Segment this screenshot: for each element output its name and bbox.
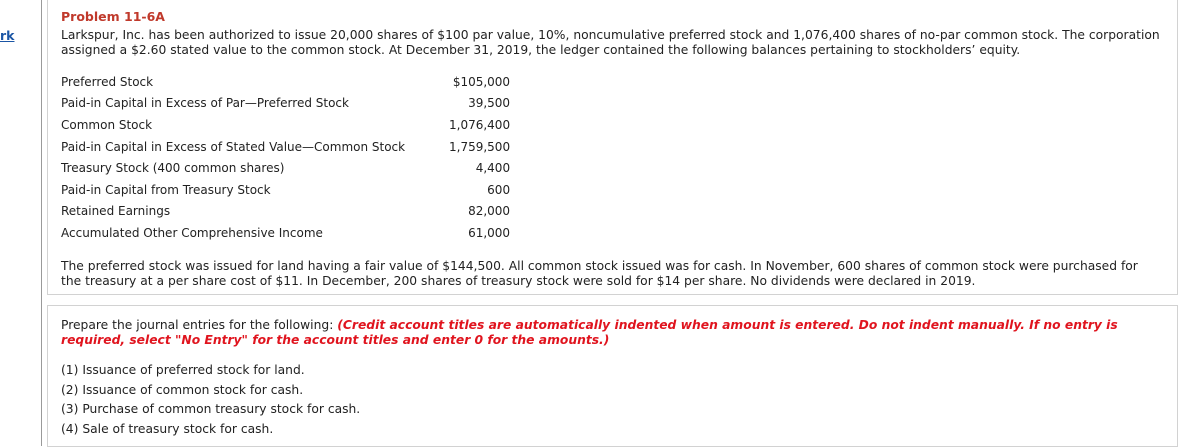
list-item: (2) Issuance of common stock for cash. (61, 382, 304, 397)
ledger-account: Paid-in Capital in Excess of Par—Preferred Stock (61, 96, 349, 111)
ledger-amount: $105,000 (452, 74, 511, 89)
ledger-row (61, 201, 510, 223)
ledger-amount: 1,076,400 (449, 117, 511, 132)
ledger-row (61, 93, 510, 115)
list-item: (4) Sale of treasury stock for cash. (61, 422, 274, 437)
sidebar-link[interactable]: rk (0, 28, 15, 43)
instructions-text (61, 318, 1171, 348)
ledger-account: Paid-in Capital in Excess of Stated Value—Common Stock (61, 139, 406, 154)
ledger-account: Preferred Stock (61, 74, 154, 89)
left-divider (41, 0, 42, 446)
list-item: (1) Issuance of preferred stock for land. (61, 363, 305, 377)
ledger-row (61, 114, 510, 136)
ledger-account: Retained Earnings (61, 204, 171, 219)
ledger-row (61, 136, 510, 158)
list-item: (3) Purchase of common treasury stock for cash. (61, 402, 361, 417)
ledger-amount: 39,500 (468, 96, 511, 111)
task-list (61, 361, 360, 440)
ledger-row (61, 157, 510, 179)
ledger-row (61, 179, 510, 201)
problem-panel (47, 0, 1178, 295)
ledger-amount: 600 (487, 182, 511, 197)
ledger-amount: 61,000 (468, 225, 511, 240)
instructions-lead: Prepare the journal entries for the following: (61, 318, 338, 332)
instructions-panel (47, 305, 1178, 447)
ledger-account: Paid-in Capital from Treasury Stock (61, 182, 271, 197)
ledger-row (61, 71, 510, 93)
ledger-table (61, 71, 510, 244)
ledger-account: Accumulated Other Comprehensive Income (61, 225, 323, 240)
ledger-amount: 82,000 (468, 204, 511, 219)
problem-title: Problem 11-6A (61, 9, 165, 24)
problem-closing-text: The preferred stock was issued for land having a fair value of $144,500. All common stock issued was for cash. In November, 600 shares of common stock were purchased for the treasury at a per share cost of $11. In December, 200 shares of treasury stock were sold for $14 per share. No dividends were declared in 2019. (61, 259, 1138, 288)
ledger-account: Common Stock (61, 117, 153, 132)
ledger-account: Treasury Stock (400 common shares) (61, 161, 285, 176)
instructions-emphasis: (Credit account titles are automatically indented when amount is entered. Do not indent manually. If no entry is required, select "No Entry" for the account titles and enter 0 for the amounts.) (61, 318, 1118, 347)
problem-intro-text: Larkspur, Inc. has been authorized to issue 20,000 shares of $100 par value, 10%, noncumulative preferred stock and 1,076,400 shares of no-par common stock. The corporation assigned a $2.60 stated value to the common stock. At December 31, 2019, the ledger contained the following balances pertaining to stockholders’ equity. (61, 28, 1160, 57)
ledger-amount: 1,759,500 (449, 139, 511, 154)
ledger-amount: 4,400 (475, 161, 511, 176)
ledger-row (61, 222, 510, 244)
